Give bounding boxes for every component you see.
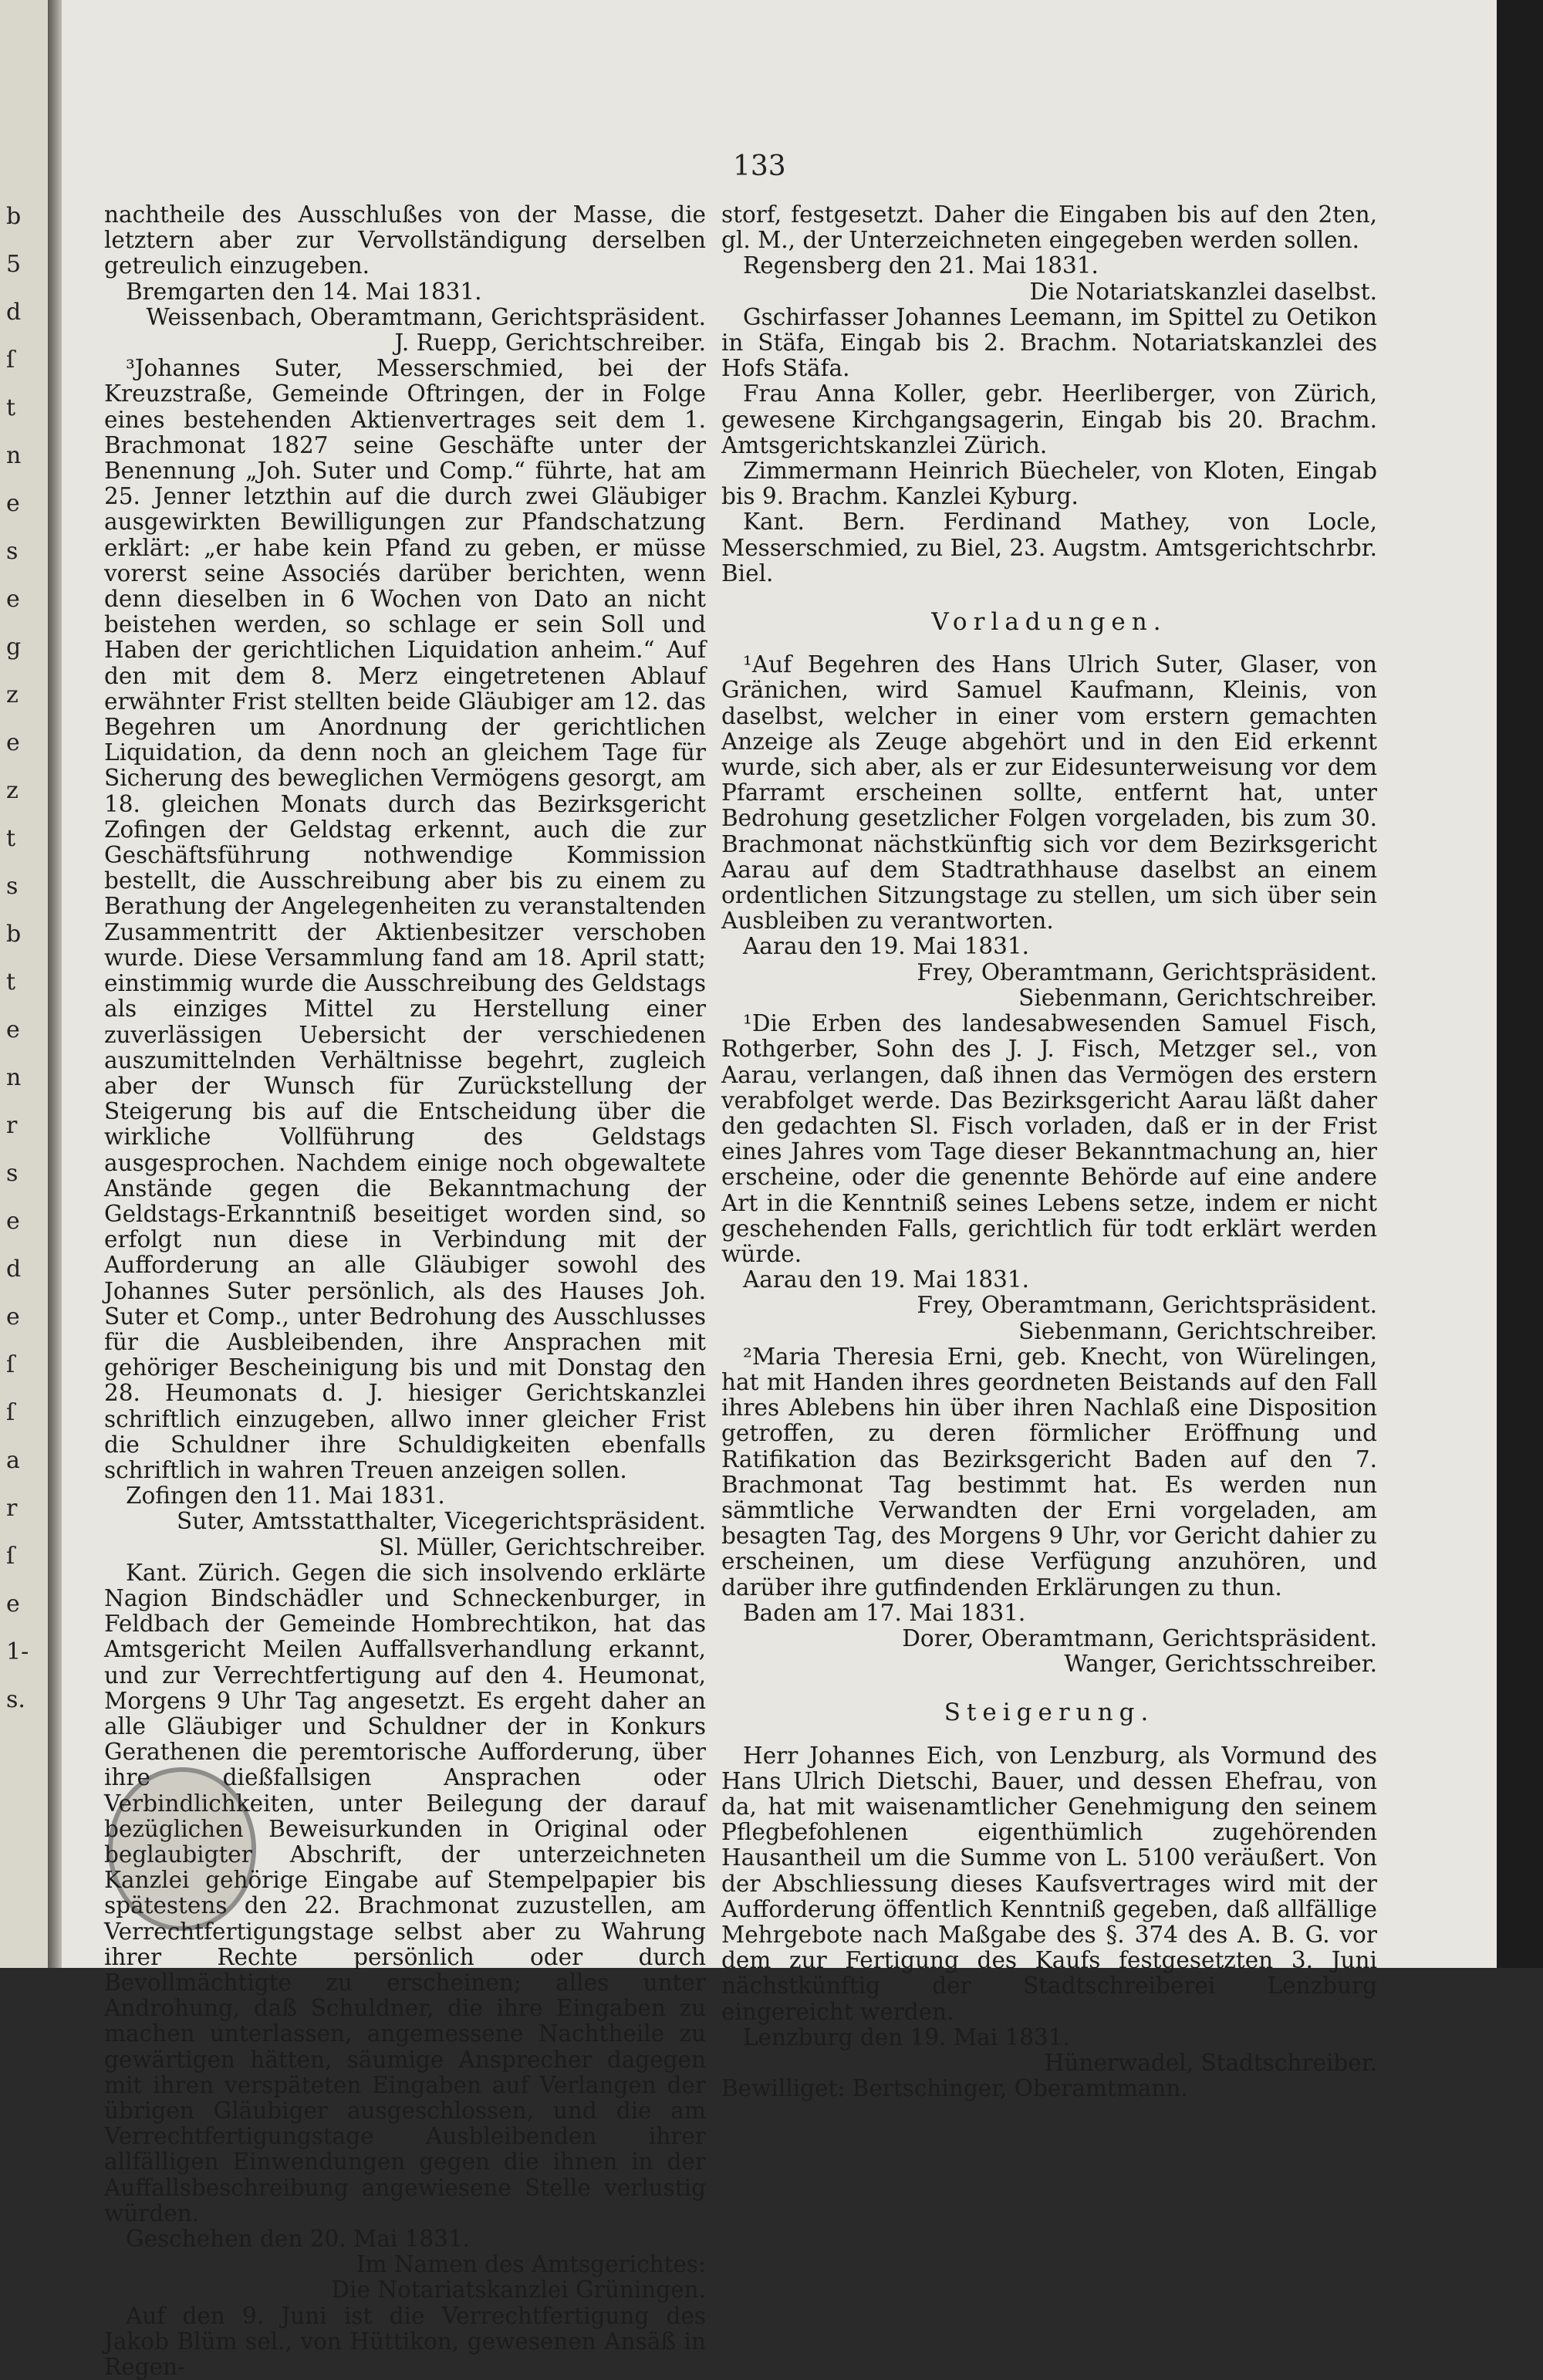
previous-page-letter: b bbox=[6, 203, 22, 230]
paragraph: Wanger, Gerichtsschreiber. bbox=[1064, 1651, 1377, 1678]
paragraph: ¹Auf Begehren des Hans Ulrich Suter, Glaser, von Gränichen, wird Samuel Kaufmann, Kleinis, von daselbst, welcher in einer vom erstern gemachten Anzeige als Zeuge abgehört und in den Eid erkennt wurde, sich aber, als er zur Eidesunterweisung vor dem Pfarramt erscheinen sollte, entfernt hat, unter Bedrohung gesetzlicher Folgen vorgeladen, bis zum 30. Brachmonat nächstkünftig sich vor dem Bezirksgericht Aarau auf dem Stadtrathhause daselbst an einem ordentlichen Sitzungstage zu stellen, um sich über sein Ausbleiben zu verantworten. bbox=[721, 651, 1377, 935]
previous-page-letter: e bbox=[6, 729, 20, 756]
paragraph: Frau Anna Koller, gebr. Heerliberger, von Zürich, gewesene Kirchgangsagerin, Eingab bis 20. Brachm. Amtsgerichtskanzlei Zürich. bbox=[721, 380, 1377, 458]
paragraph: Herr Johannes Eich, von Lenzburg, als Vormund des Hans Ulrich Dietschi, Bauer, und dessen Ehefrau, von da, hat mit waisenamtlicher Genehmigung den seinem Pflegbefohlenen eigenthümlich zugehörenden Hausantheil um die Summe von L. 5100 veräußert. Von der Abschliessung dieses Kaufsvertrages wird mit der Aufforderung öffentlich Kenntniß gegeben, daß allfällige Mehrgebote nach Maßgabe des §. 374 des A. B. G. vor dem zur Fertigung des Kaufs festgesetzten 3. Juni nächstkünftig der Stadtschreiberei Lenzburg eingereicht werden. bbox=[721, 1742, 1377, 2025]
previous-page-letter: r bbox=[6, 1112, 18, 1139]
previous-page-letter: r bbox=[6, 1495, 18, 1522]
page-number: 133 bbox=[733, 150, 786, 182]
paragraph: Suter, Amtsstatthalter, Vicegerichtspräsident. bbox=[177, 1508, 706, 1535]
previous-page-letter: ſ bbox=[6, 1543, 15, 1570]
section-heading: Steigerung. bbox=[944, 1699, 1155, 1727]
paragraph: Sl. Müller, Gerichtschreiber. bbox=[379, 1533, 706, 1560]
previous-page-letter: 1- bbox=[6, 1638, 29, 1665]
previous-page-letter: t bbox=[6, 394, 16, 421]
paragraph: Die Notariatskanzlei Grüningen. bbox=[331, 2277, 706, 2304]
paragraph: Zimmermann Heinrich Büecheler, von Kloten, Eingab bis 9. Brachm. Kanzlei Kyburg. bbox=[721, 458, 1377, 510]
paragraph: Weissenbach, Oberamtmann, Gerichtspräsident. bbox=[146, 303, 706, 330]
paragraph: Frey, Oberamtmann, Gerichtspräsident. bbox=[917, 1292, 1377, 1319]
paragraph: Im Namen des Amtsgerichtes: bbox=[356, 2251, 706, 2278]
previous-page-letter: g bbox=[6, 634, 22, 661]
previous-page-letter: d bbox=[6, 1256, 22, 1283]
paragraph: Baden am 17. Mai 1831. bbox=[743, 1599, 1026, 1626]
paragraph: Siebenmann, Gerichtschreiber. bbox=[1018, 1317, 1377, 1344]
previous-page-letter: d bbox=[6, 299, 22, 326]
paragraph: Kant. Bern. Ferdinand Mathey, von Locle, Messerschmied, zu Biel, 23. Augstm. Amtsgerichtschrbr. Biel. bbox=[721, 509, 1377, 587]
paragraph: Frey, Oberamtmann, Gerichtspräsident. bbox=[917, 958, 1377, 985]
document-page bbox=[62, 0, 1497, 2380]
previous-page-edge bbox=[0, 0, 48, 1968]
paragraph: ³Johannes Suter, Messerschmied, bei der Kreuzstraße, Gemeinde Oftringen, der in Folge eines bestehenden Aktienvertrages seit dem 1. Brachmonat 1827 seine Geschäfte unter der Benennung „Joh. Suter und Comp.“ führte, hat am 25. Jenner letzthin auf die durch zwei Gläubiger ausgewirkten Bewilligungen zur Pfandschatzung erklärt: „er habe kein Pfand zu geben, er müsse vorerst seine Associés darüber berichten, wenn denn dieselben in 6 Wochen von Dato an nicht beistehen werden, so schlage er sein Soll und Haben der gerichtlichen Liquidation anheim.“ Auf den mit dem 8. Merz eingetretenen Ablauf erwähnter Frist stellten beide Gläubiger am 12. das Begehren um Anordnung der gerichtlichen Liquidation, da denn noch an gleichem Tage für Sicherung des beweglichen Vermögens gesorgt, am 18. gleichen Monats durch das Bezirksgericht Zofingen der Geldstag erkennt, auch die zur Geschäftsführung nothwendige Kommission bestellt, die Ausschreibung aber bis zu einem zu Berathung der Angelegenheiten zu veranstaltenden Zusammentritt der Aktienbesitzer verschoben wurde. Diese Versammlung fand am 18. April statt; einstimmig wurde die Ausschreibung des Geldstags als einziges Mittel zu Herstellung einer zuverlässigen Uebersicht der verschiedenen auszumittelnden Verhältnisse begehrt, zugleich aber der Wunsch für Zurückstellung der Steigerung bis auf die Entscheidung über die wirkliche Vollführung des Geldstags ausgesprochen. Nachdem einige noch obgewaltete Anstände gegen die Bekanntmachung der Geldstags-Erkanntniß beseitiget worden sind, so erfolgt nun diese in Verbindung mit der Aufforderung an alle Gläubiger sowohl des Johannes Suter persönlich, als des Hauses Joh. Suter et Comp., unter Bedrohung des Ausschlusses für die Ausbleibenden, ihre Ansprachen mit gehöriger Bescheinigung bis und mit Donstag den 28. Heumonats d. J. hiesiger Gerichtskanzlei schriftlich einzugeben, allwo inner gleicher Frist die Schuldner ihre Schuldigkeiten ebenfalls schriftlich in wahren Treuen anzeigen sollen. bbox=[104, 355, 706, 1483]
right-column bbox=[721, 202, 1377, 2101]
paragraph: Gschirfasser Johannes Leemann, im Spittel zu Oetikon in Stäfa, Eingab bis 2. Brachm. Notariatskanzlei des Hofs Stäfa. bbox=[721, 303, 1377, 382]
previous-page-letter: e bbox=[6, 1303, 20, 1330]
paragraph: Dorer, Oberamtmann, Gerichtspräsident. bbox=[902, 1624, 1377, 1651]
previous-page-letter: n bbox=[6, 1064, 22, 1091]
paragraph: Regensberg den 21. Mai 1831. bbox=[743, 252, 1099, 279]
paragraph: ¹Die Erben des landesabwesenden Samuel Fisch, Rothgerber, Sohn des J. J. Fisch, Metzger sel., von Aarau, verlangen, daß ihnen das Vermögen des erstern verabfolget werde. Das Bezirksgericht Aarau läßt daher den gedachten Sl. Fisch vorladen, daß er in der Frist eines Jahres vom Tage dieser Bekanntmachung an, hier erscheine, oder die genennte Behörde auf eine andere Art in die Kenntniß seines Lebens setze, indem er nicht geschehenden Falls, gerichtlich für todt erklärt werden würde. bbox=[721, 1010, 1377, 1267]
paragraph: ²Maria Theresia Erni, geb. Knecht, von Würelingen, hat mit Handen ihres geordneten Beistands auf den Fall ihres Ablebens hin über ihren Nachlaß eine Disposition getroffen, zu deren förmlicher Eröffnung und Ratifikation das Bezirksgericht Baden auf den 7. Brachmonat Tag bestimmt hat. Es werden nun sämmtliche Verwandten der Erni vorgeladen, am besagten Tag, des Morgens 9 Uhr, vor Gericht dahier zu erscheinen, um diese Verfügung anzuhören, und darüber ihre gutfindenden Erklärungen zu thun. bbox=[721, 1343, 1377, 1601]
previous-page-letter: a bbox=[6, 1447, 20, 1474]
paragraph: Aarau den 19. Mai 1831. bbox=[743, 933, 1030, 960]
previous-page-letter: s bbox=[6, 538, 19, 565]
left-column bbox=[104, 202, 706, 2380]
book-spine bbox=[48, 0, 62, 1968]
previous-page-letter: ſ bbox=[6, 347, 15, 374]
previous-page-letter: b bbox=[6, 921, 22, 948]
paragraph: Siebenmann, Gerichtschreiber. bbox=[1018, 984, 1377, 1011]
paragraph: Hünerwadel, Stadtschreiber. bbox=[1044, 2050, 1377, 2077]
previous-page-letter: t bbox=[6, 969, 16, 996]
previous-page-letter: n bbox=[6, 442, 22, 469]
paragraph: J. Ruepp, Gerichtschreiber. bbox=[394, 330, 706, 357]
previous-page-letters bbox=[6, 193, 37, 1724]
paragraph: nachtheile des Ausschlußes von der Masse, die letztern aber zur Vervollständigung derselben getreulich einzugeben. bbox=[104, 201, 706, 279]
paragraph: Lenzburg den 19. Mai 1831. bbox=[743, 2023, 1070, 2050]
previous-page-letter: e bbox=[6, 1208, 20, 1235]
paragraph: Aarau den 19. Mai 1831. bbox=[743, 1266, 1030, 1293]
paragraph: Geschehen den 20. Mai 1831. bbox=[126, 2226, 471, 2253]
previous-page-letter: e bbox=[6, 1591, 20, 1618]
paragraph: Zofingen den 11. Mai 1831. bbox=[126, 1482, 445, 1509]
previous-page-letter: e bbox=[6, 490, 20, 517]
previous-page-letter: z bbox=[6, 681, 19, 708]
previous-page-letter: 5 bbox=[6, 251, 22, 278]
paragraph: Bewilliget: Bertschinger, Oberamtmann. bbox=[721, 2075, 1188, 2102]
previous-page-letter: s bbox=[6, 873, 19, 900]
previous-page-letter: s bbox=[6, 1160, 19, 1187]
previous-page-letter: z bbox=[6, 777, 19, 804]
paragraph: Bremgarten den 14. Mai 1831. bbox=[126, 278, 482, 305]
paragraph: Auf den 9. Juni ist die Verrechtfertigung des Jakob Blüm sel., von Hüttikon, gewesenen Ansäß in Regen- bbox=[104, 2302, 706, 2380]
section-heading: Vorladungen. bbox=[931, 608, 1167, 637]
previous-page-letter: e bbox=[6, 1016, 20, 1043]
previous-page-letter: s. bbox=[6, 1686, 25, 1713]
previous-page-letter: e bbox=[6, 586, 20, 613]
previous-page-letter: t bbox=[6, 825, 16, 852]
previous-page-letter: ſ bbox=[6, 1351, 15, 1378]
paragraph: Kant. Zürich. Gegen die sich insolvendo erklärte Nagion Bindschädler und Schneckenburger, in Feldbach der Gemeinde Hombrechtikon, hat das Amtsgericht Meilen Auffallsverhandlung erkannt, und zur Verrechtfertigung auf den 4. Heumonat, Morgens 9 Uhr Tag angesetzt. Es ergeht daher an alle Gläubiger und Schuldner der in Konkurs Gerathenen die peremtorische Aufforderung, über ihre dießfallsigen Ansprachen oder Verbindlichkeiten, unter Beilegung der darauf bezüglichen Beweisurkunden in Original oder beglaubigter Abschrift, der unterzeichneten Kanzlei gehörige Eingabe auf Stempelpapier bis spätestens den 22. Brachmonat zuzustellen, am Verrechtfertigungstage selbst aber zu Wahrung ihrer Rechte persönlich oder durch Bevollmächtigte zu erscheinen; alles unter Androhung, daß Schuldner, die ihre Eingaben zu machen unterlassen, angemessene Nachtheile zu gewärtigen hätten, säumige Ansprecher dagegen mit ihren verspäteten Eingaben auf Verlangen der übrigen Gläubiger ausgeschlossen, und die am Verrechtfertigungstage Ausbleibenden ihrer allfälligen Einwendungen gegen die ihnen in der Auffallsbeschreibung angewiesene Stelle verlustig würden. bbox=[104, 1559, 706, 2226]
paragraph: Die Notariatskanzlei daselbst. bbox=[1029, 278, 1377, 305]
paragraph: storf, festgesetzt. Daher die Eingaben bis auf den 2ten, gl. M., der Unterzeichneten eingegeben werden sollen. bbox=[721, 201, 1377, 254]
previous-page-letter: ſ bbox=[6, 1399, 15, 1426]
